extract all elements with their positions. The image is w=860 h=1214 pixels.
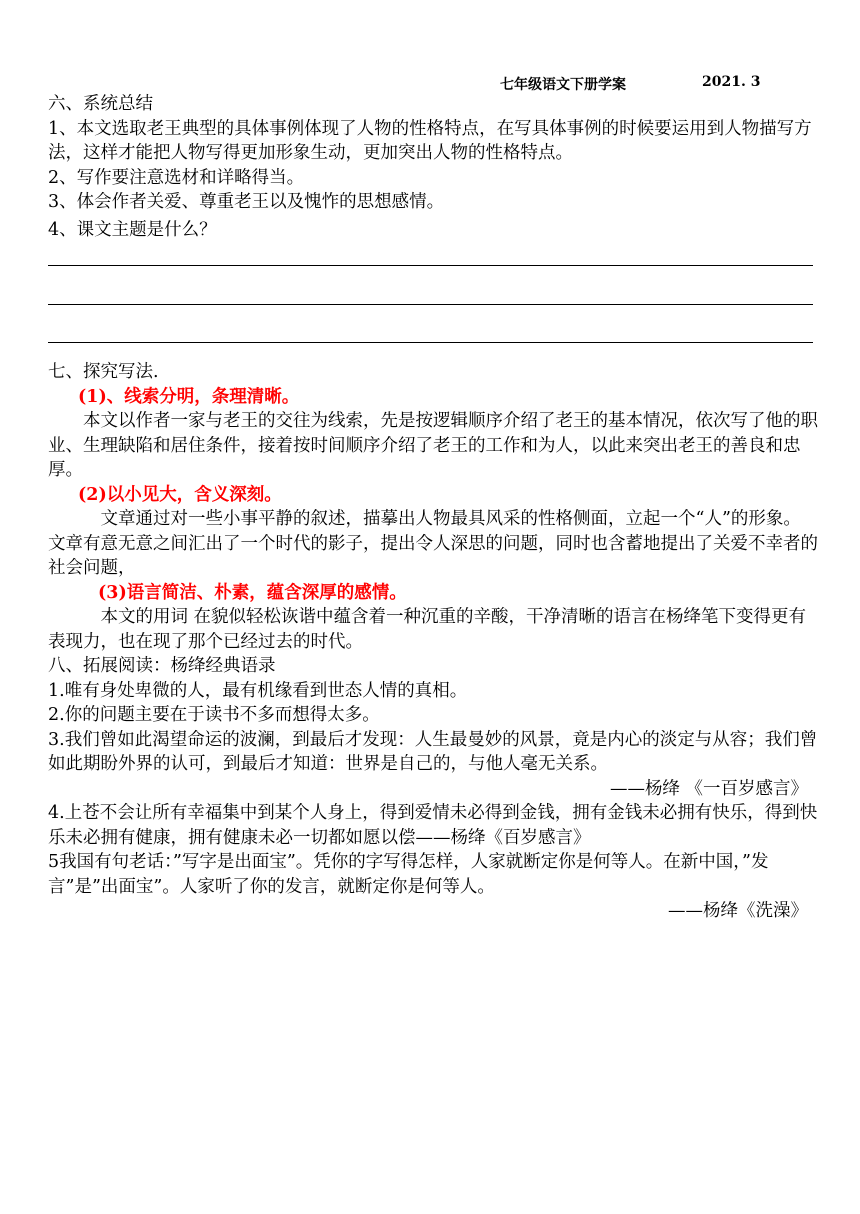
section7-point2-title: (2)以小见大，含义深刻。 [78,484,282,505]
section7-heading: 七、探究写法. [48,362,159,382]
section7-point3-text: 本文的用词 在貌似轻松诙谐中蕴含着一种沉重的辛酸，干净清晰的语言在杨绛笔下变得更有表现力，也在现了那个已经过去的时代。 [48,607,807,652]
answer-line-3[interactable] [48,342,813,343]
quote-5-source: ——杨绛《洗澡》 [668,901,808,921]
document-body [48,92,818,924]
quote-3: 3.我们曾如此渴望命运的波澜，到最后才发现：人生最曼妙的风景，竟是内心的淡定与从容；我们曾如此期盼外界的认可，到最后才知道：世界是自己的，与他人毫无关系。 [48,729,818,774]
section6-item-1: 1、本文选取老王典型的具体事例体现了人物的性格特点，在写具体事例的时候要运用到人物描写方法，这样才能把人物写得更加形象生动，更加突出人物的性格特点。 [48,118,812,163]
quote-1: 1.唯有身处卑微的人，最有机缘看到世态人情的真相。 [48,680,468,701]
answer-line-1[interactable] [48,265,813,266]
quote-4: 4.上苍不会让所有幸福集中到某个人身上，得到爱情未必得到金钱，拥有金钱未必拥有快乐，得到快乐未必拥有健康，拥有健康未必一切都如愿以偿——杨绛《百岁感言》 [48,803,818,848]
section8-heading: 八、拓展阅读：杨绛经典语录 [48,656,276,676]
quote-5: 5我国有句老话：”写字是出面宝”。凭你的字写得怎样，人家就断定你是何等人。在新中国，”发言”是”出面宝”。人家听了你的发言，就断定你是何等人。 [48,852,769,897]
answer-lines [48,242,818,362]
section6-item-3: 3、体会作者关爱、尊重老王以及愧怍的思想感情。 [48,192,445,212]
header-date: 2021. 3 [702,74,761,90]
section6-item-2: 2、写作要注意选材和详略得当。 [48,167,305,188]
page-header [500,74,761,94]
section7-point1-title: (1)、线索分明，条理清晰。 [78,386,300,407]
section7-point3-title: (3)语言简洁、朴素，蕴含深厚的感情。 [98,582,407,603]
section7-point1-text: 本文以作者一家与老王的交往为线索，先是按逻辑顺序介绍了老王的基本情况，依次写了他的职业、生理缺陷和居住条件，接着按时间顺序介绍了老王的工作和为人，以此来突出老王的善良和忠厚。 [48,411,818,480]
answer-line-2[interactable] [48,304,813,305]
header-title: 七年级语文下册学案 [500,77,626,93]
section6-heading: 六、系统总结 [48,94,153,114]
section7-point2-text: 文章通过对一些小事平静的叙述，描摹出人物最具风采的性格侧面，立起一个“人”的形象。文章有意无意之间汇出了一个时代的影子，提出令人深思的问题，同时也含蓄地提出了关爱不幸者的社会问题， [48,509,818,578]
section6-item-4: 4、课文主题是什么？ [48,219,217,240]
quote-3-source: ——杨绛 《一百岁感言》 [609,778,808,799]
quote-2: 2.你的问题主要在于读书不多而想得太多。 [48,705,380,725]
